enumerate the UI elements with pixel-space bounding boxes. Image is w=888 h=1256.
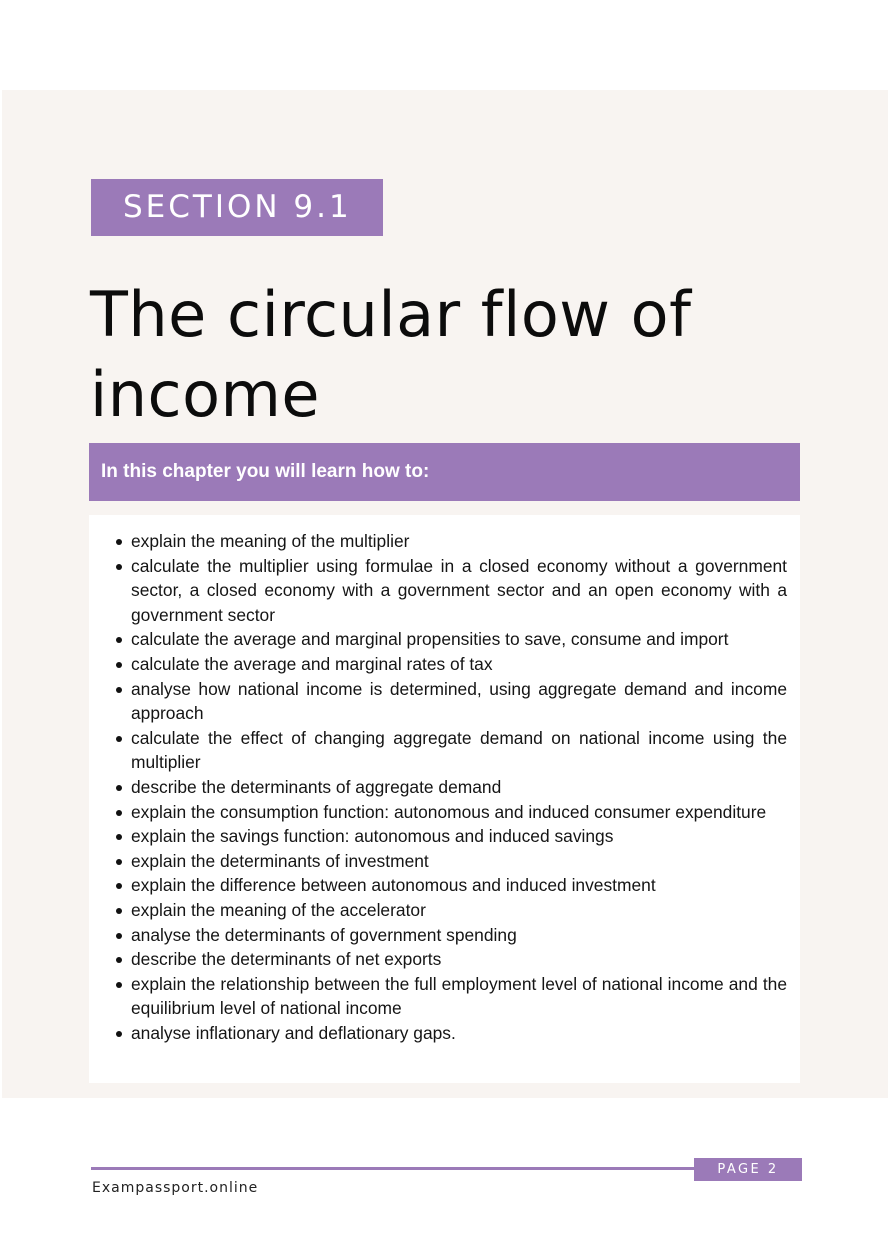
footer-site-url[interactable]: Exampassport.online (92, 1180, 259, 1196)
list-item: explain the meaning of the multiplier (103, 529, 787, 554)
footer-divider (91, 1167, 695, 1170)
list-item: analyse how national income is determined, using aggregate demand and income approach (103, 677, 787, 726)
list-item: explain the relationship between the full employment level of national income and the equilibrium level of national income (103, 972, 787, 1021)
list-item: explain the difference between autonomous and induced investment (103, 873, 787, 898)
list-item: calculate the multiplier using formulae in a closed economy without a government sector, a closed economy with a government sector and an open economy with a government sector (103, 554, 787, 628)
list-item: describe the determinants of net exports (103, 947, 787, 972)
list-item: calculate the average and marginal rates of tax (103, 652, 787, 677)
page-title: The circular flow of income (90, 278, 692, 431)
list-item: explain the determinants of investment (103, 849, 787, 874)
list-item: explain the savings function: autonomous and induced savings (103, 824, 787, 849)
list-item: explain the meaning of the accelerator (103, 898, 787, 923)
page-number-badge: PAGE 2 (694, 1158, 802, 1181)
list-item: analyse the determinants of government spending (103, 923, 787, 948)
learning-objectives-heading: In this chapter you will learn how to: (89, 443, 800, 501)
list-item: describe the determinants of aggregate demand (103, 775, 787, 800)
section-label: SECTION 9.1 (91, 179, 383, 236)
list-item: analyse inflationary and deflationary gaps. (103, 1021, 787, 1046)
list-item: calculate the effect of changing aggregate demand on national income using the multiplier (103, 726, 787, 775)
list-item: explain the consumption function: autonomous and induced consumer expenditure (103, 800, 787, 825)
list-item: calculate the average and marginal propensities to save, consume and import (103, 627, 787, 652)
learning-objectives-list (103, 529, 787, 1045)
learning-objectives-box (89, 515, 800, 1083)
